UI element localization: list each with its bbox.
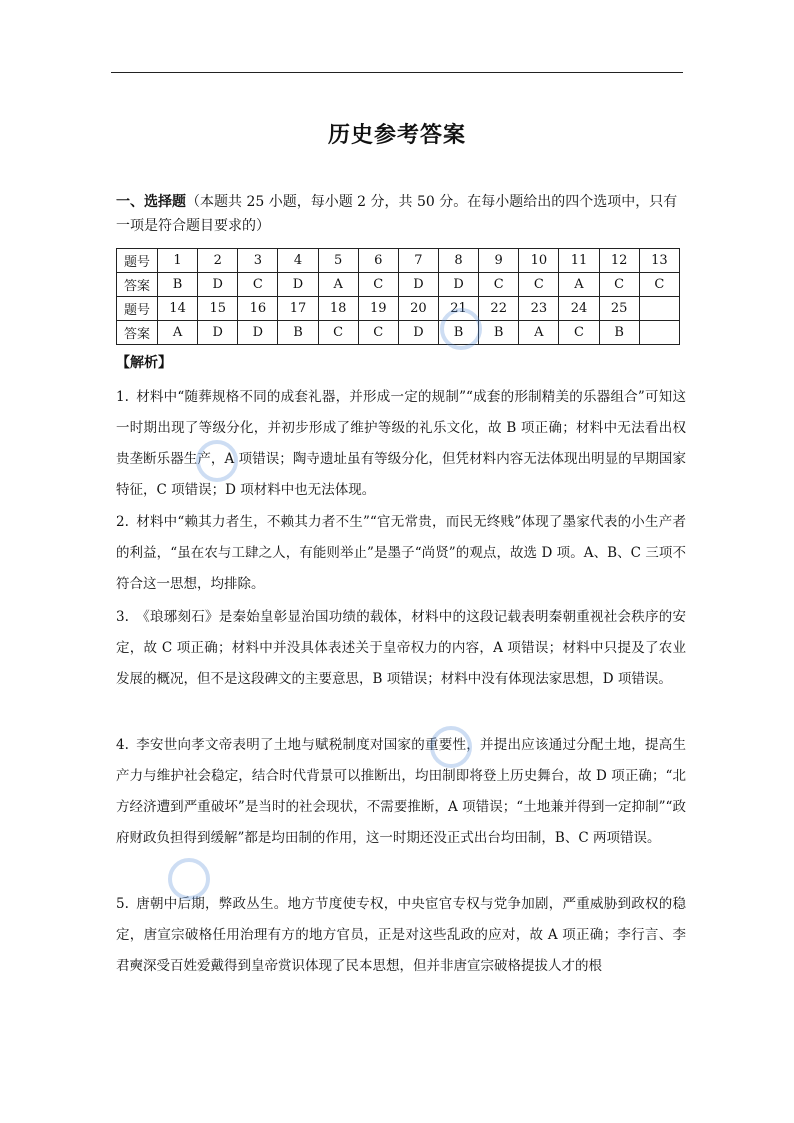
table-cell: C xyxy=(519,273,559,297)
item-text: 唐朝中后期，弊政丛生。地方节度使专权，中央宦官专权与党争加剧，严重威胁到政权的稳定，唐宣宗破格任用治理有方的地方官员，正是对这些乱政的应对，故 A 项正确；李行言、李君奭深受百姓爱戴得到皇帝赏识体现了民本思想，但并非唐宣宗破格提拔人才的根 xyxy=(116,896,686,974)
item-number: 3. xyxy=(116,609,129,625)
table-cell: 20 xyxy=(398,297,438,321)
row-label: 答案 xyxy=(117,321,158,345)
row-label: 题号 xyxy=(117,249,158,273)
table-cell: 25 xyxy=(599,297,639,321)
section-description: （本题共 25 小题，每小题 2 分，共 50 分。在每小题给出的四个选项中，只有一项是符合题目要求的） xyxy=(116,194,678,234)
table-cell: 11 xyxy=(559,249,599,273)
table-cell: A xyxy=(158,321,198,345)
table-cell: 18 xyxy=(318,297,358,321)
top-rule xyxy=(111,72,683,73)
table-cell: 14 xyxy=(158,297,198,321)
table-cell: D xyxy=(238,321,278,345)
table-cell: 7 xyxy=(398,249,438,273)
item-number: 5. xyxy=(116,896,129,912)
table-cell: 16 xyxy=(238,297,278,321)
item-number: 4. xyxy=(116,737,129,753)
table-cell: C xyxy=(358,321,398,345)
table-cell: B xyxy=(599,321,639,345)
item-text: 材料中“赖其力者生，不赖其力者不生”“官无常贵，而民无终贱”体现了墨家代表的小生产者的利益，“虽在农与工肆之人，有能则举止”是墨子“尚贤”的观点，故选 D 项。A、B、C 三项不符合这一思想，均排除。 xyxy=(116,514,686,592)
item-text: 李安世向孝文帝表明了土地与赋税制度对国家的重要性，并提出应该通过分配土地，提高生产力与维护社会稳定，结合时代背景可以推断出，均田制即将登上历史舞台，故 D 项正确；“北方经济遭到严重破坏”是当时的社会现状，不需要推断，A 项错误；“土地兼并得到一定抑制”“政府财政负担得到缓解”都是均田制的作用，这一时期还没正式出台均田制，B、C 两项错误。 xyxy=(116,737,686,846)
table-cell: 4 xyxy=(278,249,318,273)
table-cell xyxy=(639,321,679,345)
table-cell: 10 xyxy=(519,249,559,273)
analysis-item-2 xyxy=(116,507,686,600)
item-text: 材料中“随葬规格不同的成套礼器，并形成一定的规制”“成套的形制精美的乐器组合”可知这一时期出现了等级分化，并初步形成了维护等级的礼乐文化，故 B 项正确；材料中无法看出权贵垄断乐器生产，A 项错误；陶寺遗址虽有等级分化，但凭材料内容无法体现出明显的早期国家特征，C 项错误；D 项材料中也无法体现。 xyxy=(116,389,686,498)
row-label: 题号 xyxy=(117,297,158,321)
answer-table xyxy=(116,248,680,345)
table-cell: A xyxy=(519,321,559,345)
table-cell: D xyxy=(398,321,438,345)
table-cell: D xyxy=(438,273,478,297)
table-cell: 15 xyxy=(198,297,238,321)
table-cell: 17 xyxy=(278,297,318,321)
table-row-numbers-2 xyxy=(117,297,680,321)
table-cell: 21 xyxy=(438,297,478,321)
table-cell: 6 xyxy=(358,249,398,273)
table-cell: 9 xyxy=(479,249,519,273)
section-intro xyxy=(116,190,686,238)
item-number: 1. xyxy=(116,389,129,405)
analysis-label: 【解析】 xyxy=(116,355,172,371)
table-cell: C xyxy=(559,321,599,345)
table-cell: D xyxy=(278,273,318,297)
item-text: 《琅琊刻石》是秦始皇彰显治国功绩的载体，材料中的这段记载表明秦朝重视社会秩序的安定，故 C 项正确；材料中并没具体表述关于皇帝权力的内容，A 项错误；材料中只提及了农业发展的概况，但不是这段碑文的主要意思，B 项错误；材料中没有体现法家思想，D 项错误。 xyxy=(116,609,686,687)
section-heading: 一、选择题 xyxy=(116,194,186,210)
table-cell: C xyxy=(599,273,639,297)
table-cell: B xyxy=(158,273,198,297)
table-cell: C xyxy=(358,273,398,297)
table-cell: B xyxy=(278,321,318,345)
table-row-numbers-1 xyxy=(117,249,680,273)
table-cell: D xyxy=(198,273,238,297)
analysis-item-3 xyxy=(116,602,686,695)
table-cell: 13 xyxy=(639,249,679,273)
table-row-answers-1 xyxy=(117,273,680,297)
table-cell: C xyxy=(318,321,358,345)
table-cell: B xyxy=(479,321,519,345)
table-cell: 8 xyxy=(438,249,478,273)
analysis-item-4 xyxy=(116,730,686,854)
table-cell: D xyxy=(398,273,438,297)
table-row-answers-2 xyxy=(117,321,680,345)
item-number: 2. xyxy=(116,514,129,530)
table-cell: C xyxy=(238,273,278,297)
table-cell: A xyxy=(318,273,358,297)
table-cell: 1 xyxy=(158,249,198,273)
table-cell: 2 xyxy=(198,249,238,273)
table-cell: B xyxy=(438,321,478,345)
table-cell: 22 xyxy=(479,297,519,321)
page-title: 历史参考答案 xyxy=(327,122,466,148)
table-cell: 23 xyxy=(519,297,559,321)
analysis-item-1 xyxy=(116,382,686,506)
table-cell: D xyxy=(198,321,238,345)
row-label: 答案 xyxy=(117,273,158,297)
table-cell: 24 xyxy=(559,297,599,321)
analysis-item-5 xyxy=(116,889,686,982)
table-cell xyxy=(639,297,679,321)
table-cell: C xyxy=(639,273,679,297)
table-cell: 12 xyxy=(599,249,639,273)
table-cell: A xyxy=(559,273,599,297)
table-cell: 3 xyxy=(238,249,278,273)
table-cell: C xyxy=(479,273,519,297)
table-cell: 5 xyxy=(318,249,358,273)
table-cell: 19 xyxy=(358,297,398,321)
